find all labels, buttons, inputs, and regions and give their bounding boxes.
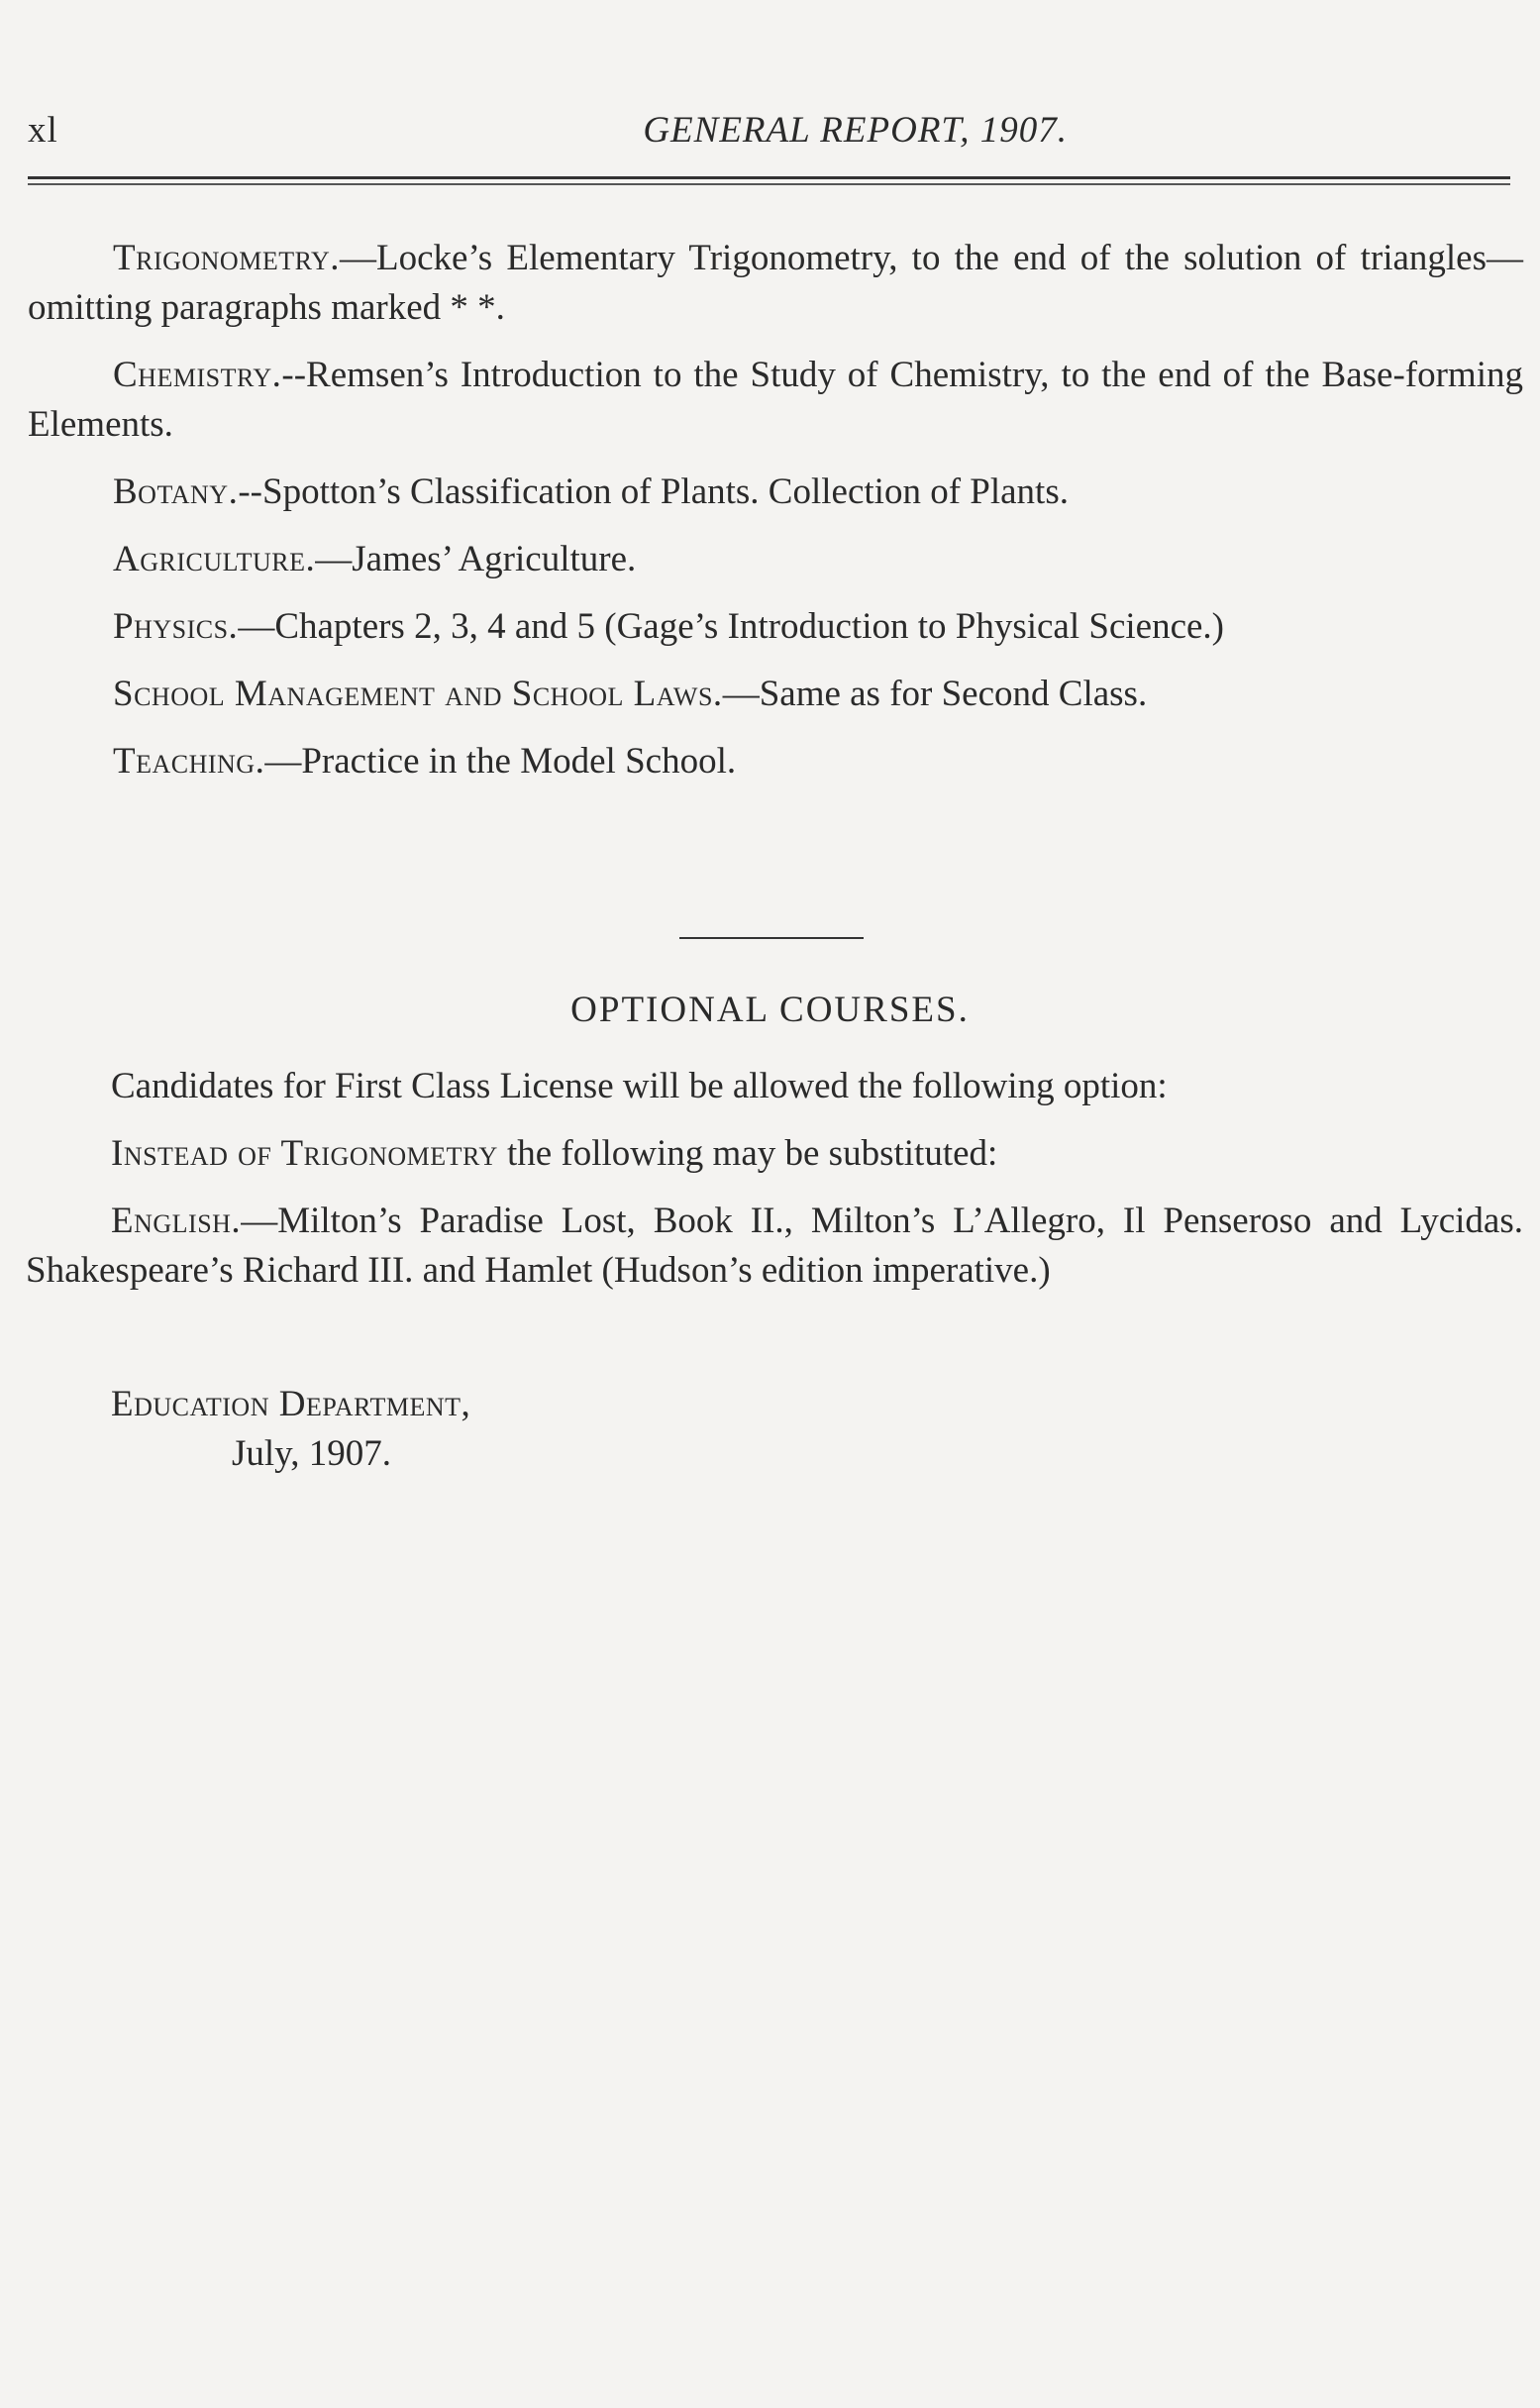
optional-english	[26, 1197, 1523, 1296]
optional-instead	[26, 1129, 1523, 1179]
optional-intro: Candidates for First Class License will be allowed the following option:	[111, 1066, 1168, 1106]
subject-label: Botany.	[113, 471, 239, 512]
department-name: Education Department,	[111, 1384, 471, 1424]
subject-physics	[28, 602, 1523, 652]
page-number: xl	[28, 110, 58, 151]
optional-courses-heading: OPTIONAL COURSES.	[570, 990, 970, 1030]
subject-text: --Spotton’s Classification of Plants. Collection of Plants.	[238, 471, 1069, 512]
subject-text: —Same as for Second Class.	[722, 674, 1148, 714]
header-rule	[28, 176, 1510, 188]
sign-off	[111, 1380, 470, 1479]
subject-trigonometry	[28, 234, 1523, 333]
subject-text: —Chapters 2, 3, 4 and 5 (Gage’s Introduction to Physical Science.)	[238, 606, 1225, 647]
english-text: —Milton’s Paradise Lost, Book II., Milton’s L’Allegro, Il Penseroso and Lycidas. Shakespeare’s Richard III. and Hamlet (Hudson’s edition imperative.)	[26, 1201, 1523, 1291]
optional-courses	[26, 1062, 1523, 1313]
subject-text: —James’ Agriculture.	[315, 539, 637, 579]
subject-botany	[28, 468, 1523, 517]
english-label: English.	[111, 1201, 242, 1241]
subject-list	[28, 234, 1523, 804]
instead-text: the following may be substituted:	[497, 1133, 998, 1174]
section-divider	[679, 937, 864, 939]
subject-agriculture	[28, 535, 1523, 584]
running-head	[28, 99, 1523, 158]
signoff-date: July, 1907.	[232, 1433, 392, 1474]
running-title: GENERAL REPORT, 1907.	[643, 110, 1068, 151]
subject-text: --Remsen’s Introduction to the Study of Chemistry, to the end of the Base-forming Elements.	[28, 355, 1523, 445]
subject-text: —Locke’s Elementary Trigonometry, to the end of the solution of triangles—omitting paragraphs marked * *.	[28, 238, 1523, 328]
subject-school-management	[28, 670, 1523, 719]
subject-label: Physics.	[113, 606, 239, 647]
subject-label: Agriculture.	[113, 539, 316, 579]
subject-text: —Practice in the Model School.	[264, 741, 737, 782]
instead-label: Instead of Trigonometry	[111, 1133, 498, 1174]
subject-chemistry	[28, 351, 1523, 450]
subject-label: School Management and School Laws.	[113, 674, 723, 714]
subject-label: Chemistry.	[113, 355, 282, 395]
subject-label: Trigonometry.	[113, 238, 341, 278]
subject-teaching	[28, 737, 1523, 786]
subject-label: Teaching.	[113, 741, 265, 782]
